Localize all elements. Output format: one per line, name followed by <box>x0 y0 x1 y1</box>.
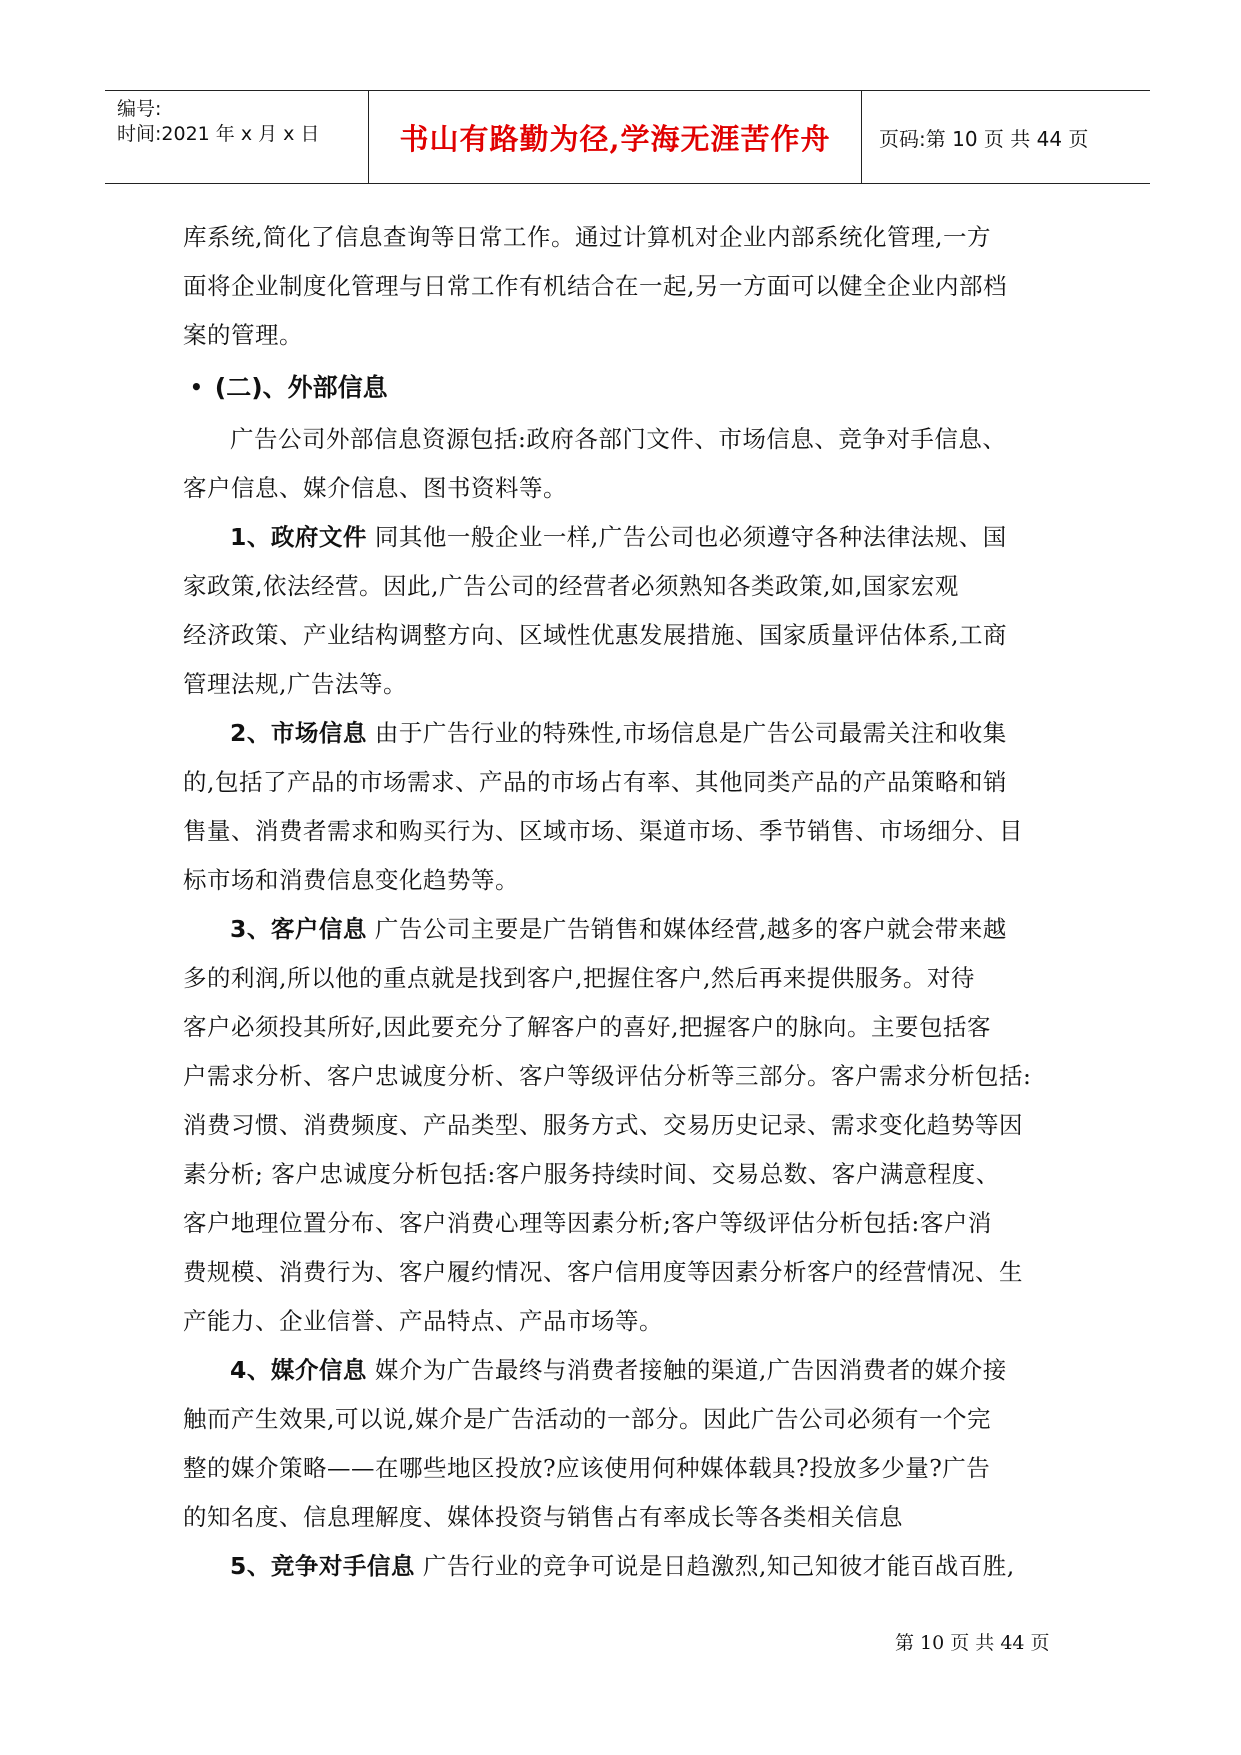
paragraph-first-line <box>183 1346 1083 1395</box>
paragraph-lead: 4、媒介信息 <box>230 1356 367 1384</box>
text-line: 户需求分析、客户忠诚度分析、客户等级评估分析等三部分。客户需求分析包括: <box>183 1062 1032 1090</box>
paragraph-lead: 1、政府文件 <box>230 523 367 551</box>
paragraph-lead: 5、竞争对手信息 <box>230 1552 415 1580</box>
text-line: 客户必须投其所好,因此要充分了解客户的喜好,把握客户的脉向。主要包括客 <box>183 1013 991 1041</box>
document-date: 时间:2021 年 x 月 x 日 <box>117 123 320 145</box>
header-page-info: 页码:第 10 页 共 44 页 <box>879 126 1089 151</box>
paragraph-first-line <box>183 905 1083 954</box>
text-line: 库系统,简化了信息查询等日常工作。通过计算机对企业内部系统化管理,一方 <box>183 223 991 251</box>
text-line: 标市场和消费信息变化趋势等。 <box>183 866 519 894</box>
header-meta <box>105 91 369 183</box>
text-line: 素分析; 客户忠诚度分析包括:客户服务持续时间、交易总数、客户满意程度、 <box>183 1160 1000 1188</box>
text-line: 经济政策、产业结构调整方向、区域性优惠发展措施、国家质量评估体系,工商 <box>183 621 1007 649</box>
text-line: 广告公司外部信息资源包括:政府各部门文件、市场信息、竞争对手信息、 <box>230 425 1007 453</box>
paragraph-text: 同其他一般企业一样,广告公司也必须遵守各种法律法规、国 <box>366 523 1007 551</box>
paragraph-text: 由于广告行业的特殊性,市场信息是广告公司最需关注和收集 <box>366 719 1007 747</box>
header-motto: 书山有路勤为径,学海无涯苦作舟 <box>399 121 831 156</box>
section-heading-text: (二)、外部信息 <box>214 373 388 402</box>
bullet-icon: • <box>190 375 203 399</box>
text-line: 整的媒介策略——在哪些地区投放?应该使用何种媒体载具?投放多少量?广告 <box>183 1454 991 1482</box>
body-text-main <box>183 415 1083 1591</box>
page-footer: 第 10 页 共 44 页 <box>895 1632 1050 1654</box>
text-line: 消费习惯、消费频度、产品类型、服务方式、交易历史记录、需求变化趋势等因 <box>183 1111 1023 1139</box>
document-number-label: 编号: <box>117 98 162 120</box>
paragraph-lead: 2、市场信息 <box>230 719 367 747</box>
header-page-cell <box>862 91 1150 183</box>
text-line: 案的管理。 <box>183 321 303 349</box>
text-line: 产能力、企业信誉、产品特点、产品市场等。 <box>183 1307 663 1335</box>
paragraph-first-line <box>183 709 1083 758</box>
text-line: 家政策,依法经营。因此,广告公司的经营者必须熟知各类政策,如,国家宏观 <box>183 572 959 600</box>
text-line: 触而产生效果,可以说,媒介是广告活动的一部分。因此广告公司必须有一个完 <box>183 1405 991 1433</box>
paragraph-first-line <box>183 513 1083 562</box>
text-line: 管理法规,广告法等。 <box>183 670 407 698</box>
text-line: 售量、消费者需求和购买行为、区域市场、渠道市场、季节销售、市场细分、目 <box>183 817 1023 845</box>
text-line: 的,包括了产品的市场需求、产品的市场占有率、其他同类产品的产品策略和销 <box>183 768 1007 796</box>
text-line: 客户信息、媒介信息、图书资料等。 <box>183 474 567 502</box>
paragraph-text: 广告行业的竞争可说是日趋激烈,知己知彼才能百战百胜, <box>414 1552 1015 1580</box>
page-header <box>105 90 1150 184</box>
header-motto-cell <box>369 91 862 183</box>
paragraph-first-line <box>183 1542 1083 1591</box>
text-line: 面将企业制度化管理与日常工作有机结合在一起,另一方面可以健全企业内部档 <box>183 272 1007 300</box>
paragraph-text: 媒介为广告最终与消费者接触的渠道,广告因消费者的媒介接 <box>366 1356 1007 1384</box>
paragraph-lead: 3、客户信息 <box>230 915 367 943</box>
paragraph-text: 广告公司主要是广告销售和媒体经营,越多的客户就会带来越 <box>366 915 1007 943</box>
text-line: 多的利润,所以他的重点就是找到客户,把握住客户,然后再来提供服务。对待 <box>183 964 975 992</box>
text-line: 费规模、消费行为、客户履约情况、客户信用度等因素分析客户的经营情况、生 <box>183 1258 1023 1286</box>
text-line: 的知名度、信息理解度、媒体投资与销售占有率成长等各类相关信息 <box>183 1503 903 1531</box>
body-text-top <box>183 213 1083 360</box>
section-heading <box>190 368 388 404</box>
text-line: 客户地理位置分布、客户消费心理等因素分析;客户等级评估分析包括:客户消 <box>183 1209 992 1237</box>
